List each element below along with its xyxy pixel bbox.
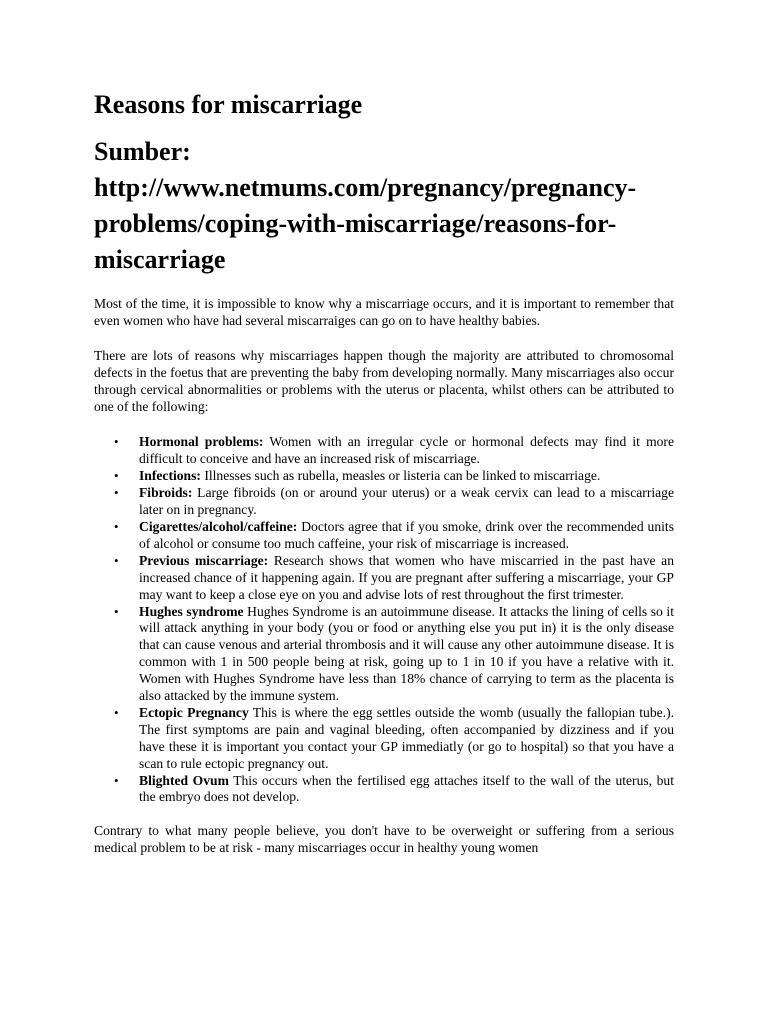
reasons-intro-paragraph: There are lots of reasons why miscarriages happen though the majority are attributed to chromosomal defects in the foetus that are preventing the baby from developing normally. Many miscarriages also occur through cervical abnormalities or problems with the uterus or placenta, whilst others can be attributed to one of the following: (94, 347, 674, 414)
bullet-icon: • (114, 518, 119, 534)
reason-term: Infections: (139, 468, 201, 484)
list-item (94, 705, 674, 773)
reason-text: This is where the egg settles outside the womb (usually the fallopian tube.). The first symptoms are pain and vaginal bleeding, often accompanied by dizziness and if you have these it is important you contact your GP immediatly (or go to hospital) so that you have a scan to rule ectopic pregnancy out. (139, 704, 674, 771)
bullet-icon: • (114, 434, 119, 450)
reason-term: Hughes syndrome (139, 603, 244, 619)
reason-term: Hormonal problems: (139, 434, 264, 450)
reason-term: Blighted Ovum (139, 772, 229, 788)
reason-text: Doctors agree that if you smoke, drink over the recommended units of alcohol or consume too much caffeine, your risk of miscarriage is increased. (139, 518, 674, 551)
bullet-icon: • (114, 772, 119, 788)
document-body (94, 88, 674, 857)
reason-text: Illnesses such as rubella, measles or listeria can be linked to miscarriage. (200, 468, 601, 484)
intro-paragraph: Most of the time, it is impossible to know why a miscarriage occurs, and it is important to remember that even women who have had several miscarraiges can go on to have healthy babies. (94, 296, 674, 328)
bullet-icon: • (114, 468, 119, 484)
reason-term: Previous miscarriage: (139, 552, 269, 568)
reason-text: Women with an irregular cycle or hormonal defects may find it more difficult to conceive and have an increased risk of miscarriage. (139, 434, 674, 467)
page-title: Reasons for miscarriage (94, 90, 363, 119)
bullet-icon: • (114, 603, 119, 619)
list-item (94, 519, 674, 553)
list-item (94, 604, 674, 705)
list-item (94, 434, 674, 468)
bullet-icon: • (114, 704, 119, 720)
list-item (94, 485, 674, 519)
reason-text: Research shows that women who have miscarried in the past have an increased chance of it happening again. If you are pregnant after suffering a miscarriage, your GP may want to keep a close eye on you and advise lots of rest throughout the first trimester. (139, 552, 674, 602)
closing-paragraph: Contrary to what many people believe, you don't have to be overweight or suffering from a serious medical problem to be at risk - many miscarriages occur in healthy young women (94, 823, 674, 856)
reasons-list (94, 434, 674, 806)
reason-term: Fibroids: (139, 485, 193, 501)
bullet-icon: • (114, 485, 119, 501)
reason-term: Cigarettes/alcohol/caffeine: (139, 518, 298, 534)
reason-text: This occurs when the fertilised egg attaches itself to the wall of the uterus, but the embryo does not develop. (139, 772, 674, 805)
bullet-icon: • (114, 552, 119, 568)
list-item (94, 553, 674, 604)
reason-term: Ectopic Pregnancy (139, 704, 249, 720)
source-heading: Sumber: http://www.netmums.com/pregnancy/pregnancy-problems/coping-with-miscarriage/reasons-for-miscarriage (94, 137, 637, 274)
reason-text: Large fibroids (on or around your uterus) or a weak cervix can lead to a miscarriage later on in pregnancy. (139, 485, 674, 518)
reason-text: Hughes Syndrome is an autoimmune disease. It attacks the lining of cells so it will attack anything in your body (you or food or anything else you put in) it is the only disease that can cause venous and arterial thrombosis and it will cause any other autoimmune disease. It is common with 1 in 500 people being at risk, going up to 1 in 10 if you have a relative with it. Women with Hughes Syndrome have less than 18% chance of carrying to term as the placenta is also attacked by the immune system. (139, 603, 674, 704)
list-item (94, 773, 674, 807)
list-item (94, 468, 674, 485)
